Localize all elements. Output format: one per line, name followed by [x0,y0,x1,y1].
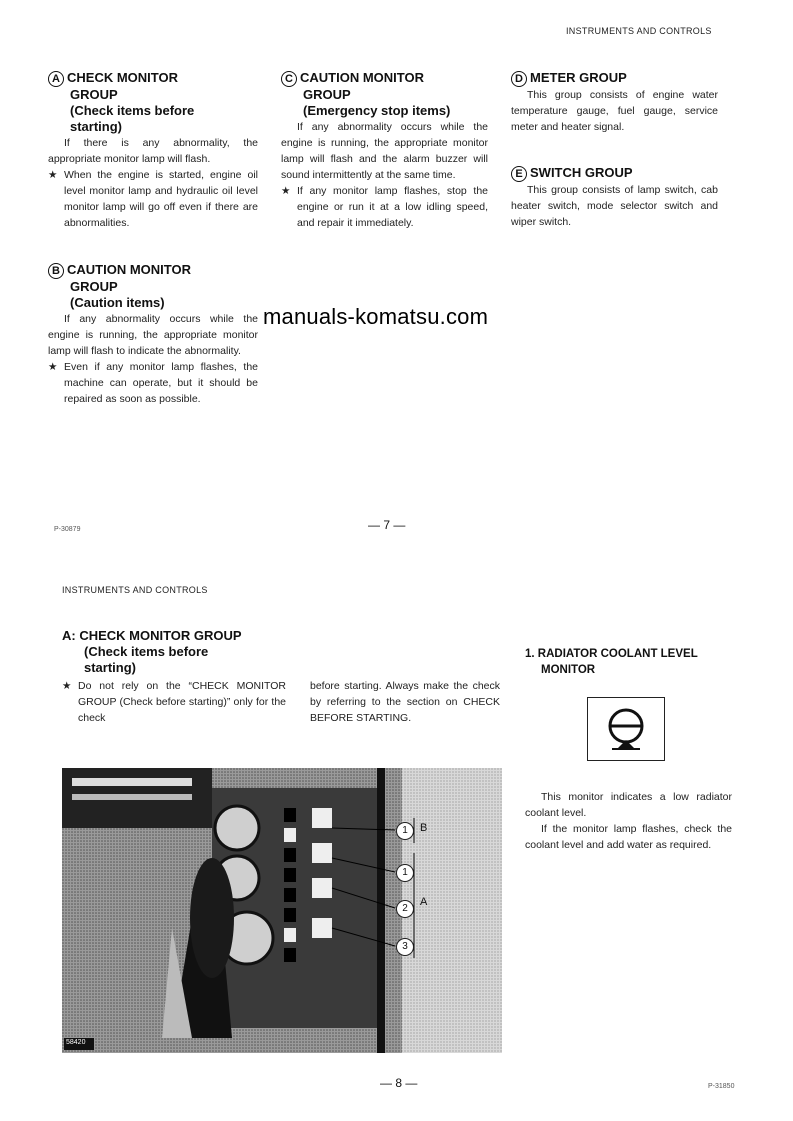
section-b-letter: B [48,263,64,279]
section-c-letter: C [281,71,297,87]
bottom-page-header: INSTRUMENTS AND CONTROLS [62,585,208,595]
monitor-panel-photo [62,768,502,1053]
bottom-note-left: ★ Do not rely on the “CHECK MONITOR GROUP (Check before starting)” only for the check [62,680,286,724]
top-page-number: — 7 — [368,518,406,532]
bottom-section-a-subtitle2: starting) [84,660,136,675]
bottom-page-number: — 8 — [380,1076,418,1090]
section-e-switch-group [511,165,718,230]
bottom-note-right: before starting. Always make the check by referring to the section on CHECK BEFORE STARTING. [310,680,500,724]
star-icon: ★ [48,361,58,373]
section-a-heading-line2: GROUP [70,87,118,102]
section-b-subtitle1: (Caution items) [70,295,165,310]
callout-a1: 1 [396,864,414,882]
section-d-letter: D [511,71,527,87]
section-c-note: ★ If any monitor lamp flashes, stop the engine or run it at a low idling speed, and repair it immediately. [281,185,488,229]
radiator-coolant-paragraph2: If the monitor lamp flashes, check the coolant level and add water as required. [525,823,732,851]
star-icon: ★ [62,680,72,692]
section-e-paragraph: This group consists of lamp switch, cab heater switch, mode selector switch and wiper switch. [511,184,718,228]
section-a-paragraph: If there is any abnormality, the appropriate monitor lamp will flash. [48,137,258,165]
section-b-heading-line2: GROUP [70,279,118,294]
bottom-section-a-title: A: CHECK MONITOR GROUP [62,628,242,643]
section-a-check-monitor [48,70,258,231]
section-a-subtitle2: starting) [70,119,122,134]
section-e-heading: E SWITCH GROUP [511,165,718,182]
star-icon: ★ [281,185,291,197]
radiator-coolant-paragraph1: This monitor indicates a low radiator coolant level. [525,791,732,819]
section-c-subtitle1: (Emergency stop items) [303,103,451,118]
watermark-text: manuals-komatsu.com [263,304,489,329]
section-c-heading: C CAUTION MONITOR [281,70,488,87]
callout-a2: 2 [396,900,414,918]
star-icon: ★ [48,169,58,181]
section-b-paragraph: If any abnormality occurs while the engine is running, the appropriate monitor lamp will flash to indicate the abnormality. [48,313,258,357]
radiator-coolant-title2: MONITOR [541,664,596,676]
group-label-b: B [420,822,428,834]
radiator-coolant-icon-box [587,697,665,761]
section-a-subtitle1: (Check items before [70,103,195,118]
group-label-a: A [420,896,428,908]
radiator-coolant-title: 1. RADIATOR COOLANT LEVEL [525,648,698,660]
section-d-heading: D METER GROUP [511,70,718,87]
callout-a3: 3 [396,938,414,956]
section-c-paragraph: If any abnormality occurs while the engine is running, the appropriate monitor lamp will flash and the alarm buzzer will sound intermittently at the same time. [281,121,488,181]
section-b-note: ★ Even if any monitor lamp flashes, the machine can operate, but it should be repaired as soon as possible. [48,361,258,405]
bottom-section-a-subtitle1: (Check items before [84,644,209,659]
section-a-note: ★ When the engine is started, engine oil level monitor lamp and hydraulic oil level monitor lamp will go off even if there are abnormalities. [48,169,258,229]
section-b-heading: B CAUTION MONITOR [48,262,258,279]
radiator-coolant-item [525,646,735,678]
section-b-caution-monitor [48,262,258,407]
radiator-coolant-icon [588,698,664,760]
monitor-panel-illustration [62,768,502,1053]
top-page-ref: P-30879 [54,526,81,533]
section-d-paragraph: This group consists of engine water temperature gauge, fuel gauge, service meter and heater signal. [511,89,718,133]
callout-b1: 1 [396,822,414,840]
photo-tag: 58420 [66,1039,86,1046]
section-e-letter: E [511,166,527,182]
bottom-section-a [62,628,502,676]
section-c-caution-monitor [281,70,488,231]
section-a-letter: A [48,71,64,87]
section-c-heading-line2: GROUP [303,87,351,102]
section-a-heading: A CHECK MONITOR [48,70,258,87]
radiator-coolant-text [525,789,732,853]
top-page-header: INSTRUMENTS AND CONTROLS [566,26,712,36]
section-d-meter-group [511,70,718,135]
bottom-page-ref: P-31850 [708,1083,735,1090]
